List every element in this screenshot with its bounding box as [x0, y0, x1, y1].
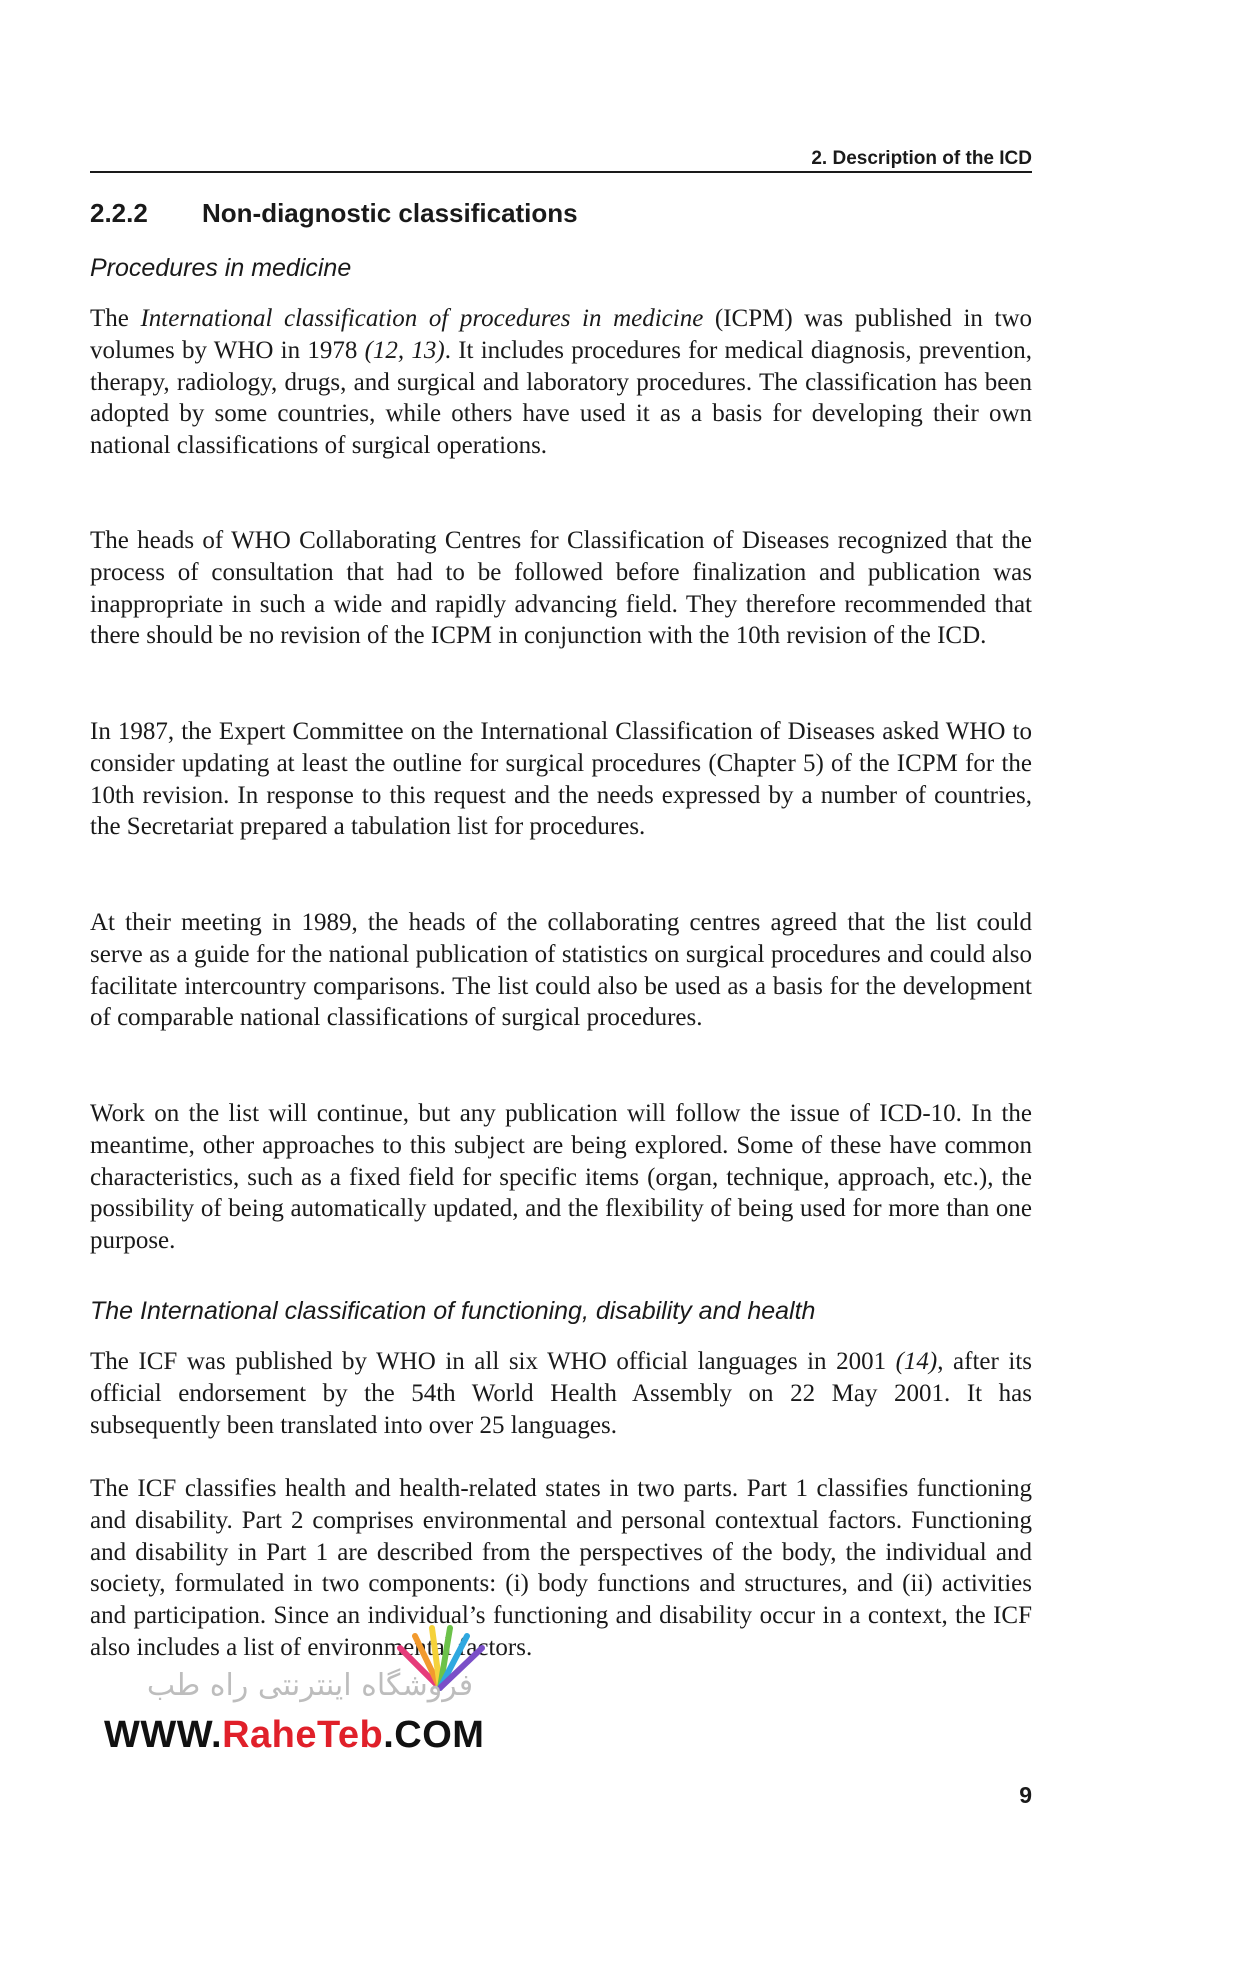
watermark	[100, 1668, 530, 1778]
citation-ref: (14)	[895, 1348, 938, 1375]
paragraph-icf-published	[90, 1346, 1032, 1441]
paragraph-text: , after its official endorsement by the 54th World Health Assembly on 22 May 2001. It has subsequently been translated into over 25 languages.	[90, 1348, 1032, 1439]
paragraph-icf-classifies: The ICF classifies health and health-related states in two parts. Part 1 classifies functioning and disability. Part 2 comprises environmental and personal contextual factors. Functioning and disability in Part 1 are described from the perspectives of the body, the individual and society, formulated in two components: (i) body functions and structures, and (ii) activities and participation. Since an individual’s functioning and disability occur in a context, the ICF also includes a list of environmental factors.	[90, 1475, 1032, 1661]
page-number: 9	[1019, 1782, 1032, 1808]
paragraph-icpm-intro	[90, 303, 1032, 462]
section-number: 2.2.2	[90, 198, 148, 228]
url-prefix: WWW.	[104, 1714, 223, 1756]
watermark-url	[104, 1714, 484, 1757]
paragraph-text: . It includes procedures for medical diagnosis, prevention, therapy, radiology, drugs, and surgical and laboratory procedures. The classification has been adopted by some countries, while others have used it as a basis for developing their own national classifications of surgical operations.	[90, 336, 1032, 460]
section-heading	[90, 198, 578, 229]
subheading-icf: The International classification of functioning, disability and health	[90, 1297, 816, 1325]
url-suffix: .COM	[383, 1714, 485, 1756]
paragraph-collaborating-centres: The heads of WHO Collaborating Centres for Classification of Diseases recognized that the process of consultation that had to be followed before finalization and publication was inappropriate in such a wide and rapidly advancing field. They therefore recommended that there should be no revision of the ICPM in conjunction with the 10th revision of the ICD.	[90, 527, 1032, 650]
paragraph-1989-meeting: At their meeting in 1989, the heads of the collaborating centres agreed that the list could serve as a guide for the national publication of statistics on surgical procedures and could also facilitate intercountry comparisons. The list could also be used as a basis for the development of comparable national classifications of surgical procedures.	[90, 909, 1032, 1032]
publication-title: International classification of procedures in medicine	[140, 305, 704, 332]
running-head: 2. Description of the ICD	[811, 148, 1032, 169]
url-brand: RaheTeb	[222, 1714, 384, 1756]
section-title: Non-diagnostic classifications	[202, 198, 578, 228]
paragraph-text: The	[90, 305, 141, 332]
citation-ref: (12, 13)	[364, 336, 445, 364]
header-rule	[90, 171, 1032, 173]
paragraph-text: The ICF was published by WHO in all six WHO official languages in 2001	[90, 1348, 896, 1375]
paragraph-text: (ICPM) was published in two volumes by WHO in 1978	[90, 305, 1033, 364]
paragraph-work-continues: Work on the list will continue, but any publication will follow the issue of ICD-10. In the meantime, other approaches to this subject are being explored. Some of these have common characteristics, such as a fixed field for specific items (organ, technique, approach, etc.), the possibility of being automatically updated, and the flexibility of being used for more than one purpose.	[90, 1100, 1032, 1255]
subheading-procedures: Procedures in medicine	[90, 254, 352, 282]
paragraph-expert-committee: In 1987, the Expert Committee on the International Classification of Diseases asked WHO to consider updating at least the outline for surgical procedures (Chapter 5) of the ICPM for the 10th revision. In response to this request and the needs expressed by a number of countries, the Secretariat prepared a tabulation list for procedures.	[90, 718, 1032, 841]
watermark-persian-text: فروشگاه اینترنتی راه طب	[146, 1668, 474, 1703]
